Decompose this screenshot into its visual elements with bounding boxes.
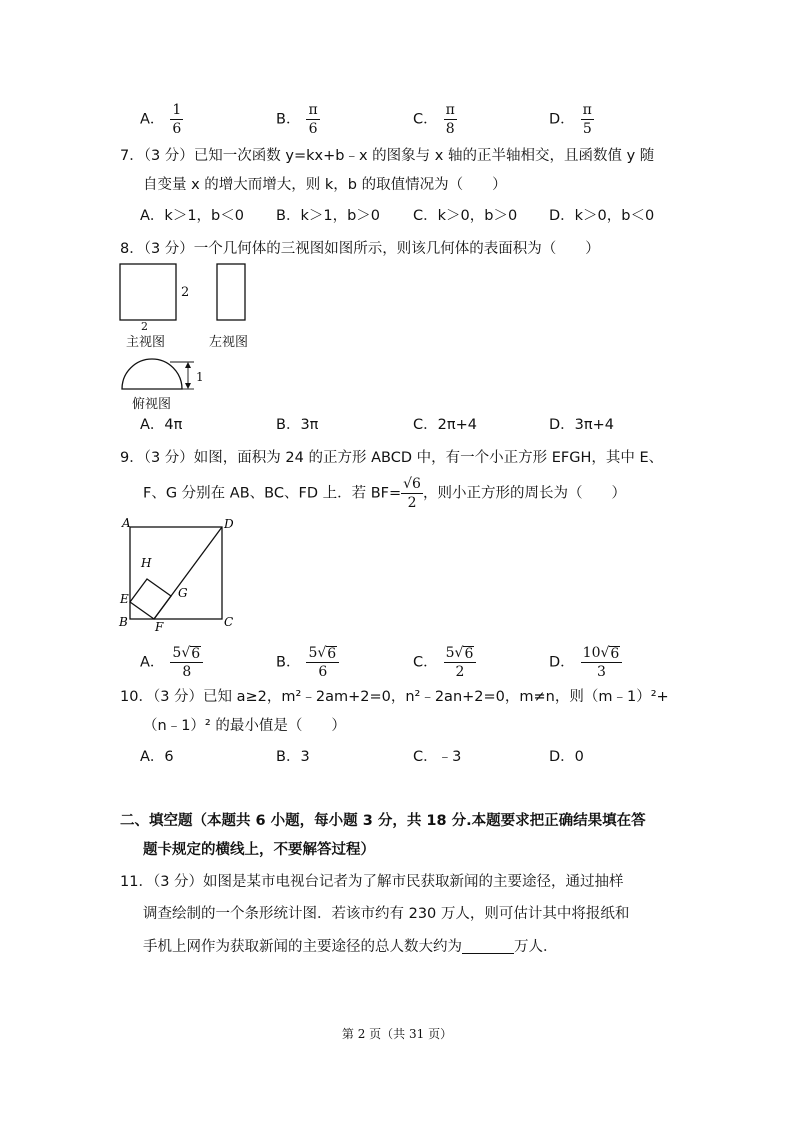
section2-heading-line1: 二、填空题（本题共 6 小题，每小题 3 分，共 18 分.本题要求把正确结果填在答	[120, 813, 646, 829]
front-view-square	[120, 264, 176, 320]
fraction	[401, 476, 423, 511]
answer-blank[interactable]	[462, 938, 514, 954]
top-view-label: 俯视图	[132, 397, 172, 412]
option-label: C．	[413, 111, 438, 128]
vertex-f: F	[155, 620, 164, 634]
q9-option-b	[276, 645, 339, 680]
vertex-g: G	[178, 586, 188, 600]
q9-stem-line2	[143, 476, 626, 511]
q8-option-c: C．2π+4	[413, 417, 477, 433]
vertex-b: B	[119, 615, 128, 629]
q8-left-view-figure	[214, 262, 248, 324]
front-view-width-dim: 2	[141, 320, 148, 333]
q8-option-b: B．3π	[276, 417, 319, 433]
q6-option-a	[140, 102, 183, 137]
fraction	[306, 645, 339, 680]
numerator: π	[582, 102, 592, 118]
coefficient: 5	[308, 645, 318, 661]
q7-stem-line2: 自变量 x 的增大而增大，则 k，b 的取值情况为（ ）	[143, 177, 507, 193]
coefficient: 10	[582, 645, 601, 661]
stem-text: F、G 分别在 AB、BC、FD 上．若 BF=	[143, 485, 402, 502]
denominator: 6	[308, 121, 318, 137]
square-abcd	[130, 527, 222, 619]
arrow-up-icon	[185, 362, 191, 368]
q10-option-c: C．﹣3	[413, 749, 462, 765]
q9-option-c	[413, 645, 476, 680]
vertex-d: D	[224, 517, 234, 531]
q8-option-a: A．4π	[140, 417, 183, 433]
option-label: D．	[549, 111, 575, 128]
option-label: B．	[276, 654, 301, 671]
radicand: 6	[191, 646, 201, 662]
numerator: 1	[172, 102, 182, 118]
denominator: 2	[455, 664, 465, 680]
q9-stem-line1: 9．（3 分）如图，面积为 24 的正方形 ABCD 中，有一个小正方形 EFGH，其中 E、	[120, 450, 664, 466]
option-label: B．	[276, 111, 301, 128]
numerator	[581, 645, 623, 663]
denominator: 6	[172, 121, 182, 137]
q11-stem-line1: 11．（3 分）如图是某市电视台记者为了解市民获取新闻的主要途径，通过抽样	[120, 874, 624, 890]
q6-option-d	[549, 102, 594, 137]
q7-option-b: B．k＞1，b＞0	[276, 208, 380, 224]
radicand: 6	[327, 646, 337, 662]
left-view-label: 左视图	[209, 335, 249, 350]
denominator: 2	[407, 495, 417, 511]
q7-option-d: D．k＞0，b＜0	[549, 208, 655, 224]
left-view-rectangle	[217, 264, 245, 320]
denominator: 6	[318, 664, 328, 680]
option-label: C．	[413, 654, 438, 671]
q10-option-b: B．3	[276, 749, 310, 765]
numerator	[306, 645, 339, 663]
fraction	[306, 102, 319, 137]
q10-option-a: A．6	[140, 749, 174, 765]
q9-option-a	[140, 645, 203, 680]
fraction	[170, 102, 183, 137]
top-view-semicircle	[122, 359, 182, 389]
stem-text: 万人．	[514, 939, 558, 955]
q9-option-d	[549, 645, 622, 680]
q8-stem-line1: 8．（3 分）一个几何体的三视图如图所示，则该几何体的表面积为（ ）	[120, 241, 600, 257]
option-label: D．	[549, 654, 575, 671]
denominator: 8	[445, 121, 455, 137]
fraction	[444, 645, 477, 680]
q8-option-d: D．3π+4	[549, 417, 614, 433]
fraction	[581, 102, 594, 137]
numerator: √6	[403, 476, 421, 492]
page-footer: 第 2 页（共 31 页）	[341, 1027, 453, 1041]
vertex-a: A	[122, 516, 131, 530]
q11-stem-line3	[143, 935, 558, 959]
sqrt-icon: √ 6	[181, 645, 201, 662]
radicand: 6	[610, 646, 620, 662]
denominator: 3	[597, 664, 606, 680]
q7-option-a: A．k＞1，b＜0	[140, 208, 244, 224]
numerator	[444, 645, 477, 663]
q10-stem-line1: 10．（3 分）已知 a≥2，m²﹣2am+2=0，n²﹣2an+2=0，m≠n，则（m﹣1）²+	[120, 689, 669, 705]
q6-option-c	[413, 102, 457, 137]
arrow-down-icon	[185, 383, 191, 389]
q11-stem-line2: 调查绘制的一个条形统计图．若该市约有 230 万人，则可估计其中将报纸和	[143, 906, 630, 922]
q10-option-d: D．0	[549, 749, 584, 765]
q10-stem-line2: （n﹣1）² 的最小值是（ ）	[143, 718, 346, 734]
q7-option-c: C．k＞0，b＞0	[413, 208, 518, 224]
stem-text: 手机上网作为获取新闻的主要途径的总人数大约为	[143, 939, 462, 955]
coefficient: 5	[172, 645, 182, 661]
radicand: 6	[464, 646, 474, 662]
sqrt-icon: √ 6	[454, 645, 474, 662]
stem-text: ，则小正方形的周长为（ ）	[422, 485, 626, 502]
fraction	[581, 645, 623, 680]
section2-heading-line2: 题卡规定的横线上，不要解答过程）	[143, 842, 375, 858]
vertex-c: C	[224, 615, 234, 629]
fraction	[444, 102, 457, 137]
vertex-e: E	[120, 592, 129, 606]
coefficient: 5	[445, 645, 455, 661]
q9-square-figure	[118, 515, 240, 635]
front-view-height-dim: 2	[181, 285, 190, 300]
q7-stem-line1: 7．（3 分）已知一次函数 y=kx+b﹣x 的图象与 x 轴的正半轴相交，且函数值 y 随	[120, 148, 655, 164]
vertex-h: H	[141, 556, 152, 570]
top-view-radius-dim: 1	[196, 370, 204, 384]
numerator: π	[445, 102, 455, 118]
square-efgh	[130, 579, 171, 619]
sqrt-icon: √ 6	[600, 645, 620, 662]
front-view-label: 主视图	[126, 335, 166, 350]
sqrt-icon: √ 6	[317, 645, 337, 662]
denominator: 8	[182, 664, 192, 680]
numerator	[170, 645, 203, 663]
fraction	[170, 645, 203, 680]
q6-option-b	[276, 102, 320, 137]
option-label: A．	[140, 111, 165, 128]
option-label: A．	[140, 654, 165, 671]
denominator: 5	[582, 121, 592, 137]
numerator: π	[308, 102, 318, 118]
